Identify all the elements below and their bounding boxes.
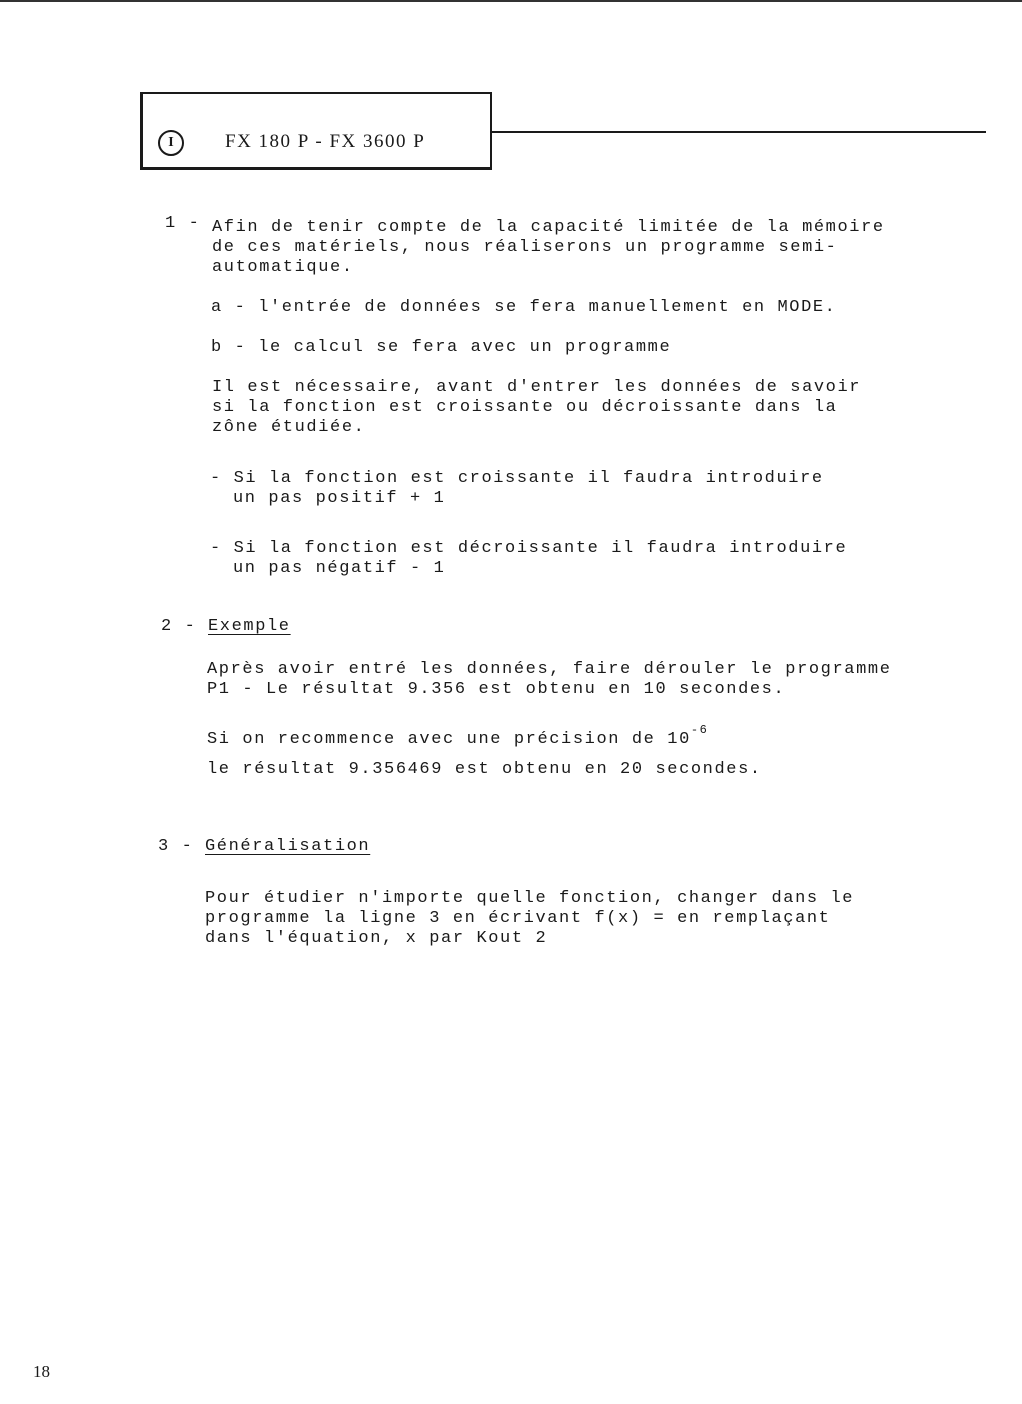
header-rule [492, 131, 986, 133]
note-line: zône étudiée. [212, 418, 366, 437]
section1-line: automatique. [212, 258, 354, 277]
note-line: Il est nécessaire, avant d'entrer les données de savoir [212, 378, 862, 397]
precision-line [207, 723, 709, 750]
section1-line: Afin de tenir compte de la capacité limitée de la mémoire [212, 218, 885, 237]
precision-text: Si on recommence avec une précision de 10 [207, 730, 691, 749]
note-line: si la fonction est croissante ou décroissante dans la [212, 398, 838, 417]
section2-line: Après avoir entré les données, faire dérouler le programme [207, 660, 892, 679]
item-b: b - le calcul se fera avec un programme [211, 338, 672, 357]
page-number: 18 [33, 1362, 50, 1381]
precision-exponent: -6 [690, 723, 709, 737]
header-title: FX 180 P - FX 3600 P [225, 131, 426, 152]
section3-line: dans l'équation, x par Kout 2 [205, 929, 548, 948]
section2-line: P1 - Le résultat 9.356 est obtenu en 10 secondes. [207, 680, 786, 699]
section1-number: 1 - [165, 214, 201, 233]
bullet-increasing: - Si la fonction est croissante il faudra introduire [210, 469, 824, 488]
section3-line: Pour étudier n'importe quelle fonction, changer dans le [205, 889, 855, 908]
chapter-badge: I [158, 130, 184, 156]
section2-heading: Exemple [208, 617, 291, 636]
item-a: a - l'entrée de données se fera manuellement en MODE. [211, 298, 837, 317]
section3-line: programme la ligne 3 en écrivant f(x) = en remplaçant [205, 909, 831, 928]
bullet-increasing-step: un pas positif + 1 [233, 489, 446, 508]
section1-line: de ces matériels, nous réaliserons un programme semi- [212, 238, 838, 257]
section3-number: 3 - [158, 837, 194, 856]
section2-number: 2 - [161, 617, 197, 636]
section3-heading: Généralisation [205, 837, 371, 856]
bullet-decreasing: - Si la fonction est décroissante il faudra introduire [210, 539, 848, 558]
bullet-decreasing-step: un pas négatif - 1 [233, 559, 446, 578]
top-rule [0, 0, 1022, 2]
result-line: le résultat 9.356469 est obtenu en 20 secondes. [207, 760, 762, 779]
